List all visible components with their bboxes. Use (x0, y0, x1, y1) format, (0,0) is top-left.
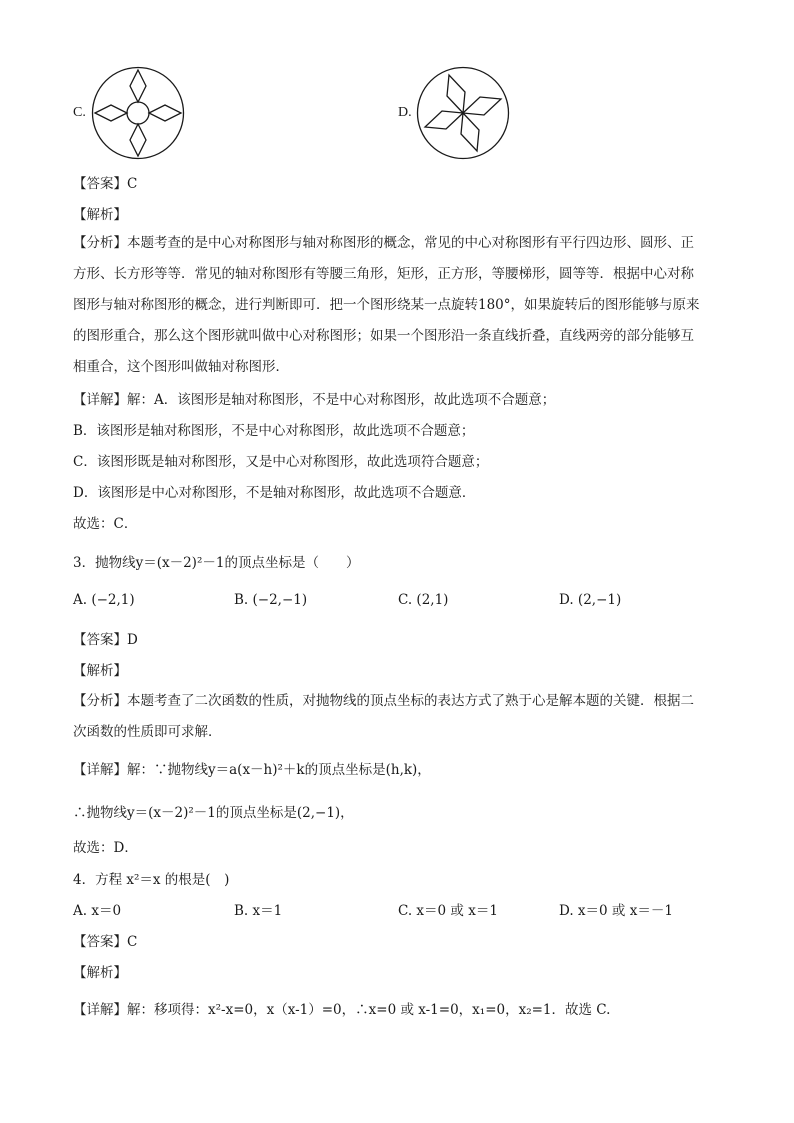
q4-option-d: D. x＝0 或 x＝－1 (559, 903, 673, 919)
q2-answer: 【答案】C (73, 176, 138, 192)
figure-c-label: C. (73, 105, 86, 120)
q4-jiexi-heading: 【解析】 (73, 965, 127, 981)
q4-option-a: A. x＝0 (73, 903, 122, 919)
q3-option-c: C. (2,1) (398, 592, 449, 608)
q3-detail-line: 【详解】解：∵抛物线y＝a(x－h)²＋k的顶点坐标是(h,k)， (73, 762, 431, 778)
q2-detail (73, 385, 723, 540)
q3-answer: 【答案】D (73, 632, 138, 648)
q3-option-d: D. (2,−1) (559, 592, 622, 608)
q2-analysis-line: 图形与轴对称图形的概念，进行判断即可．把一个图形绕某一点旋转180°，如果旋转后的图形能够与原来 (73, 297, 700, 313)
q3-analysis (73, 686, 723, 748)
q2-analysis-line: 【分析】本题考查的是中心对称图形与轴对称图形的概念，常见的中心对称图形有平行四边形、圆形、正 (73, 235, 694, 251)
q2-choose: 故选：C． (73, 516, 138, 532)
q4-option-c: C. x＝0 或 x＝1 (398, 903, 498, 919)
q3-analysis-line: 【分析】本题考查了二次函数的性质，对抛物线的顶点坐标的表达方式了熟于心是解本题的关键．根据二 (73, 693, 694, 709)
figure-d-label: D. (398, 105, 412, 120)
q4-detail: 【详解】解：移项得：x²-x=0，x（x-1）=0，∴x=0 或 x-1=0，x₁=0，x₂=1．故选 C. (73, 1002, 611, 1018)
q3-analysis-line: 次函数的性质即可求解． (73, 724, 222, 740)
q3-stem: 3．抛物线y＝(x－2)²－1的顶点坐标是（ ） (73, 555, 360, 571)
q2-detail-line: 【详解】解：A．该图形是轴对称图形，不是中心对称图形，故此选项不合题意； (73, 392, 556, 408)
q2-detail-line: C．该图形既是轴对称图形，又是中心对称图形，故此选项符合题意； (73, 454, 489, 470)
q2-analysis-line: 相重合，这个图形叫做轴对称图形． (73, 359, 289, 375)
q3-choose: 故选：D． (73, 840, 138, 856)
q2-analysis (73, 228, 723, 383)
q4-option-b: B. x＝1 (234, 903, 283, 919)
q2-jiexi-heading: 【解析】 (73, 207, 127, 223)
q2-detail-line: D．该图形是中心对称图形，不是轴对称图形，故此选项不合题意． (73, 485, 476, 501)
figure-c-image (91, 66, 185, 160)
q2-analysis-line: 方形、长方形等等．常见的轴对称图形有等腰三角形，矩形，正方形，等腰梯形，圆等等．根据中心对称 (73, 266, 694, 282)
q2-analysis-line: 的图形重合，那么这个图形就叫做中心对称图形；如果一个图形沿一条直线折叠，直线两旁的部分能够互 (73, 328, 694, 344)
q3-jiexi-heading: 【解析】 (73, 663, 127, 679)
q3-detail-line: ∴抛物线y＝(x－2)²－1的顶点坐标是(2,−1)， (73, 805, 354, 821)
q3-option-b: B. (−2,−1) (234, 592, 308, 608)
q3-option-a: A. (−2,1) (73, 592, 135, 608)
q4-answer: 【答案】C (73, 934, 138, 950)
figure-d-image (416, 66, 510, 160)
q4-stem: 4．方程 x²＝x 的根是( ) (73, 872, 230, 888)
q2-detail-line: B．该图形是轴对称图形，不是中心对称图形，故此选项不合题意； (73, 423, 475, 439)
